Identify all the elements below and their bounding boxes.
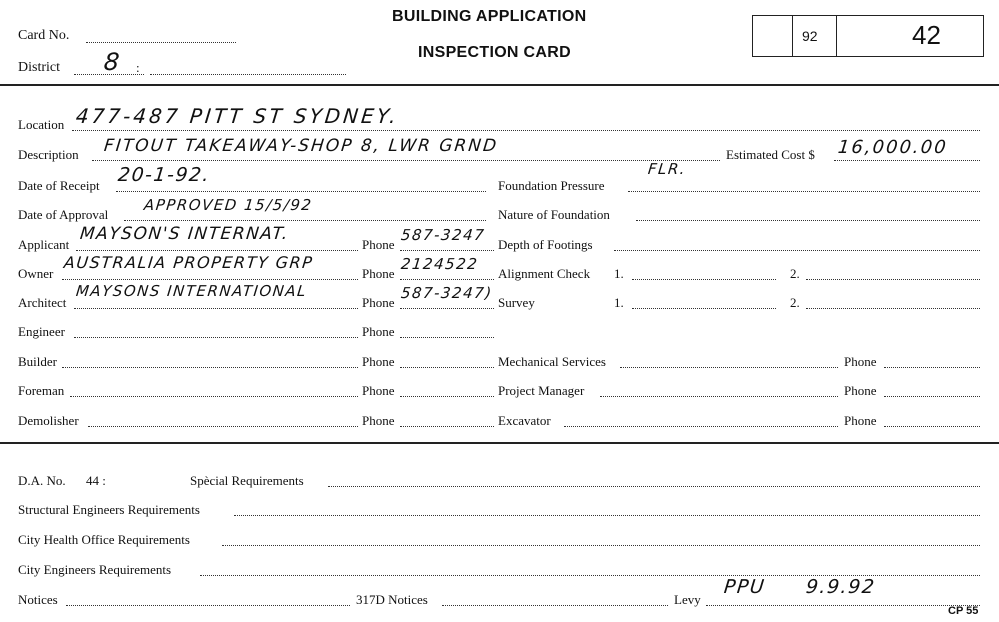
foundation-pressure-field[interactable]: [628, 191, 980, 192]
engineer-label: Engineer: [18, 324, 65, 339]
date-approval-value: APPROVED 15/5/92: [143, 196, 314, 214]
nature-foundation-field[interactable]: [636, 220, 980, 221]
architect-phone-label: Phone: [362, 295, 395, 310]
foreman-label: Foreman: [18, 383, 65, 398]
description-label: Description: [18, 147, 79, 162]
city-health-label: City Health Office Requirements: [18, 532, 190, 547]
card-no-label: Card No.: [18, 28, 70, 43]
mechanical-services-field[interactable]: [620, 367, 838, 368]
demolisher-field[interactable]: [88, 426, 358, 427]
excavator-phone-field[interactable]: [884, 426, 980, 427]
owner-phone-label: Phone: [362, 266, 395, 281]
project-manager-field[interactable]: [600, 396, 838, 397]
district-label: District: [18, 60, 60, 75]
alignment-check-label: Alignment Check: [498, 266, 591, 281]
excavator-label: Excavator: [498, 413, 551, 428]
da-no-label: D.A. No.: [18, 473, 66, 488]
architect-value: MAYSONS INTERNATIONAL: [75, 282, 308, 300]
alignment-check-1-field[interactable]: [632, 279, 776, 280]
foundation-pressure-label: Foundation Pressure: [498, 178, 605, 193]
survey-1-label: 1.: [614, 295, 624, 310]
notices-field[interactable]: [66, 605, 350, 606]
project-manager-phone-label: Phone: [844, 383, 877, 398]
estimated-cost-field[interactable]: [834, 160, 980, 161]
owner-label: Owner: [18, 266, 54, 281]
builder-phone-field[interactable]: [400, 367, 494, 368]
structural-engineers-field[interactable]: [234, 515, 980, 516]
title-building-application: BUILDING APPLICATION: [392, 8, 587, 25]
box-divider-1: [792, 15, 793, 57]
da-no-value: 44 :: [86, 473, 106, 488]
description-value: FITOUT TAKEAWAY-SHOP 8, LWR GRND: [102, 136, 500, 156]
depth-footings-label: Depth of Footings: [498, 237, 593, 252]
applicant-field[interactable]: [76, 250, 358, 251]
levy-label: Levy: [674, 592, 701, 607]
owner-value: AUSTRALIA PROPERTY GRP: [63, 253, 315, 272]
excavator-phone-label: Phone: [844, 413, 877, 428]
notices-317d-label: 317D Notices: [356, 592, 428, 607]
survey-1-field[interactable]: [632, 308, 776, 309]
city-engineers-label: City Engineers Requirements: [18, 562, 172, 577]
city-health-field[interactable]: [222, 545, 980, 546]
estimated-cost-label: Estimated Cost $: [726, 147, 815, 162]
engineer-field[interactable]: [74, 337, 358, 338]
structural-engineers-label: Structural Engineers Requirements: [18, 502, 200, 517]
date-approval-label: Date of Approval: [18, 207, 109, 222]
section-rule: [0, 442, 999, 444]
notices-317d-field[interactable]: [442, 605, 668, 606]
excavator-field[interactable]: [564, 426, 838, 427]
owner-field[interactable]: [62, 279, 358, 280]
survey-2-field[interactable]: [806, 308, 980, 309]
engineer-phone-field[interactable]: [400, 337, 494, 338]
location-value: 477-487 PITT ST SYDNEY.: [74, 104, 401, 128]
location-field[interactable]: [72, 130, 980, 131]
estimated-cost-value: 16,000.00: [836, 137, 949, 158]
architect-field[interactable]: [74, 308, 358, 309]
depth-footings-field[interactable]: [614, 250, 980, 251]
survey-label: Survey: [498, 295, 535, 310]
special-requirements-label: Spècial Requirements: [190, 473, 304, 488]
description-field[interactable]: [92, 160, 720, 161]
district-suffix: :: [136, 60, 140, 75]
owner-phone-field[interactable]: [400, 279, 494, 280]
date-approval-field[interactable]: [124, 220, 486, 221]
special-requirements-field[interactable]: [328, 486, 980, 487]
title-inspection-card: INSPECTION CARD: [418, 44, 571, 61]
builder-field[interactable]: [62, 367, 358, 368]
description-value-line2: FLR.: [647, 160, 688, 178]
project-manager-label: Project Manager: [498, 383, 585, 398]
project-manager-phone-field[interactable]: [884, 396, 980, 397]
alignment-check-1-label: 1.: [614, 266, 624, 281]
foreman-phone-label: Phone: [362, 383, 395, 398]
survey-2-label: 2.: [790, 295, 800, 310]
applicant-phone-field[interactable]: [400, 250, 494, 251]
levy-value: PPU: [722, 576, 767, 598]
demolisher-phone-field[interactable]: [400, 426, 494, 427]
engineer-phone-label: Phone: [362, 324, 395, 339]
alignment-check-2-field[interactable]: [806, 279, 980, 280]
header-rule: [0, 84, 999, 86]
architect-phone-value: 587-3247): [400, 284, 494, 302]
builder-phone-label: Phone: [362, 354, 395, 369]
box-number: 92: [802, 28, 818, 44]
district-field-tail: [150, 74, 346, 75]
architect-label: Architect: [18, 295, 67, 310]
architect-phone-field[interactable]: [400, 308, 494, 309]
owner-phone-value: 2124522: [400, 255, 480, 273]
mechanical-phone-label: Phone: [844, 354, 877, 369]
district-value: 8: [102, 48, 123, 76]
notices-label: Notices: [18, 592, 58, 607]
box-card-number: 42: [912, 20, 941, 50]
alignment-check-2-label: 2.: [790, 266, 800, 281]
builder-label: Builder: [18, 354, 57, 369]
box-divider-2: [836, 15, 837, 57]
date-receipt-value: 20-1-92.: [116, 164, 212, 186]
nature-foundation-label: Nature of Foundation: [498, 207, 610, 222]
foreman-phone-field[interactable]: [400, 396, 494, 397]
levy-field[interactable]: [706, 605, 980, 606]
mechanical-services-label: Mechanical Services: [498, 354, 606, 369]
location-label: Location: [18, 117, 65, 132]
card-no-field[interactable]: [86, 42, 236, 43]
form-code: CP 55: [948, 605, 979, 617]
levy-date: 9.9.92: [804, 576, 877, 598]
card-number-box: [752, 15, 984, 57]
foreman-field[interactable]: [70, 396, 358, 397]
applicant-label: Applicant: [18, 237, 70, 252]
mechanical-phone-field[interactable]: [884, 367, 980, 368]
demolisher-phone-label: Phone: [362, 413, 395, 428]
applicant-phone-value: 587-3247: [400, 226, 487, 244]
applicant-phone-label: Phone: [362, 237, 395, 252]
demolisher-label: Demolisher: [18, 413, 79, 428]
date-receipt-field[interactable]: [116, 191, 486, 192]
date-receipt-label: Date of Receipt: [18, 178, 100, 193]
applicant-value: MAYSON'S INTERNAT.: [78, 224, 291, 244]
